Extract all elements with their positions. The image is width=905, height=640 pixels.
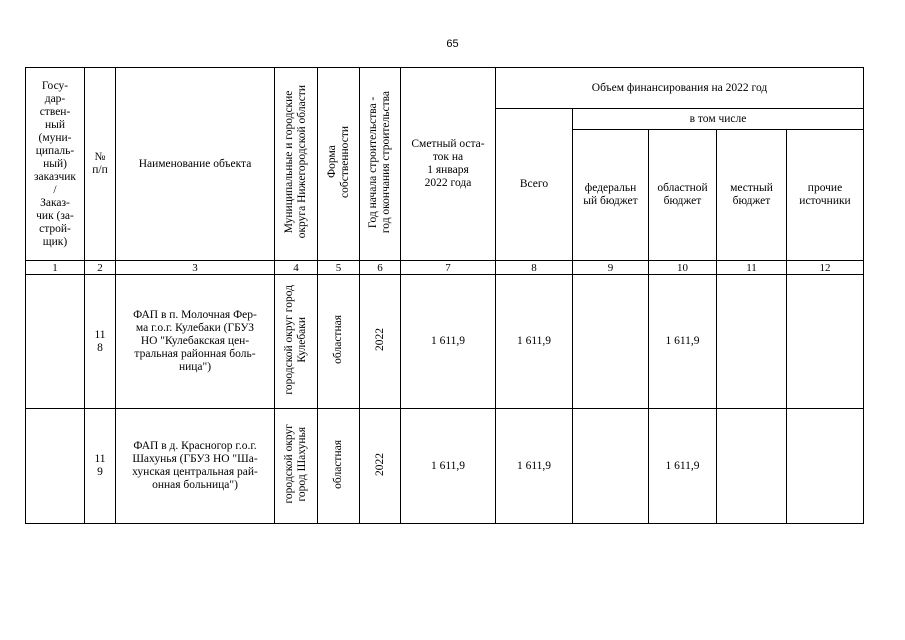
- column-number: 9: [573, 261, 649, 275]
- row-years-cell: [360, 275, 401, 409]
- header-years-cell: [360, 68, 401, 261]
- row-number: 11 8: [85, 275, 116, 409]
- header-including: в том числе: [573, 109, 864, 130]
- row-municipality-cell: [275, 409, 318, 524]
- row-regional: 1 611,9: [649, 275, 717, 409]
- row-estimate: 1 611,9: [401, 409, 496, 524]
- row-municipality: городской округ город Шахунья: [283, 424, 308, 504]
- row-object-name: ФАП в д. Красногор г.о.г. Шахунья (ГБУЗ НО "Ша- хунская центральная рай- онная больница"): [116, 409, 275, 524]
- table-row: [26, 275, 864, 409]
- header-ownership: Форма собственности: [325, 126, 351, 198]
- row-number: 11 9: [85, 409, 116, 524]
- page-number: 65: [446, 38, 459, 50]
- row-ownership: областная: [332, 315, 344, 364]
- row-customer: [26, 409, 85, 524]
- header-regional: областной бюджет: [649, 130, 717, 261]
- column-number: 10: [649, 261, 717, 275]
- row-local: [717, 275, 787, 409]
- row-municipality: городской округ город Кулебаки: [283, 284, 308, 395]
- header-object-name: Наименование объекта: [116, 68, 275, 261]
- header-municipality-cell: [275, 68, 318, 261]
- header-customer: Госу- дар- ствен- ный (муни- ципаль- ный) заказчик / Заказ- чик (за- строй- щик): [26, 68, 85, 261]
- column-number: 6: [360, 261, 401, 275]
- row-ownership-cell: [318, 409, 360, 524]
- column-number: 2: [85, 261, 116, 275]
- financing-table: [25, 67, 864, 524]
- header-number: № п/п: [85, 68, 116, 261]
- table-row: [26, 409, 864, 524]
- row-total: 1 611,9: [496, 409, 573, 524]
- header-federal: федеральн ый бюджет: [573, 130, 649, 261]
- row-years: 2022: [373, 328, 386, 351]
- header-total: Всего: [496, 109, 573, 261]
- row-federal: [573, 275, 649, 409]
- row-years-cell: [360, 409, 401, 524]
- header-other: прочие источники: [787, 130, 864, 261]
- column-number: 1: [26, 261, 85, 275]
- row-federal: [573, 409, 649, 524]
- column-number: 11: [717, 261, 787, 275]
- header-estimate: Сметный оста- ток на 1 января 2022 года: [401, 68, 496, 261]
- row-other: [787, 275, 864, 409]
- header-municipality: Муниципальные и городские округа Нижегородской области: [283, 85, 308, 239]
- row-object-name: ФАП в п. Молочная Фер- ма г.о.г. Кулебаки (ГБУЗ НО "Кулебакская цен- тральная районная боль- ница"): [116, 275, 275, 409]
- header-financing: Объем финансирования на 2022 год: [496, 68, 864, 109]
- column-number: 7: [401, 261, 496, 275]
- row-local: [717, 409, 787, 524]
- row-other: [787, 409, 864, 524]
- row-regional: 1 611,9: [649, 409, 717, 524]
- row-municipality-cell: [275, 275, 318, 409]
- row-years: 2022: [373, 452, 386, 476]
- row-estimate: 1 611,9: [401, 275, 496, 409]
- row-customer: [26, 275, 85, 409]
- column-numbers-row: [26, 261, 864, 275]
- row-total: 1 611,9: [496, 275, 573, 409]
- header-years: Год начала строительства - год окончания строительства: [367, 90, 392, 234]
- row-ownership-cell: [318, 275, 360, 409]
- row-ownership: областная: [332, 439, 344, 489]
- column-number: 3: [116, 261, 275, 275]
- column-number: 5: [318, 261, 360, 275]
- column-number: 8: [496, 261, 573, 275]
- header-local: местный бюджет: [717, 130, 787, 261]
- header-ownership-cell: [318, 68, 360, 261]
- column-number: 12: [787, 261, 864, 275]
- column-number: 4: [275, 261, 318, 275]
